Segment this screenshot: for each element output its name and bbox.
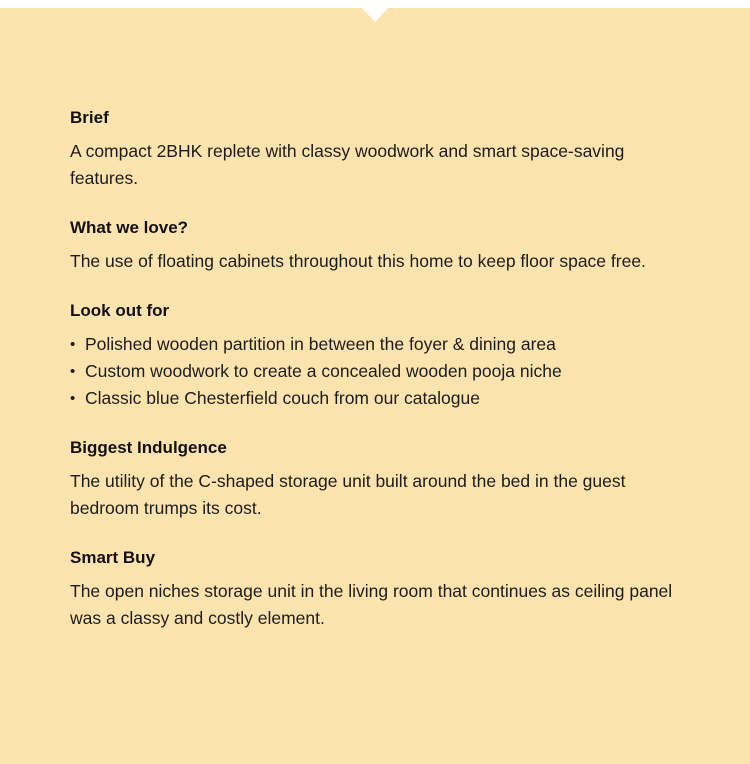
list-item: • Classic blue Chesterfield couch from our catalogue (70, 385, 690, 412)
section-text: The use of floating cabinets throughout this home to keep floor space free. (70, 251, 646, 271)
section-text: A compact 2BHK replete with classy woodwork and smart space-saving features. (70, 141, 625, 188)
section-heading: Look out for (70, 301, 170, 320)
section-text: The open niches storage unit in the living room that continues as ceiling panel was a classy and costly element. (70, 581, 673, 628)
details-card (0, 8, 750, 764)
section-biggest-indulgence (70, 437, 690, 522)
details-content (70, 107, 690, 657)
section-what-we-love (70, 217, 690, 275)
look-out-for-list (70, 331, 690, 412)
card-notch (362, 8, 388, 22)
section-heading: Brief (70, 108, 109, 127)
list-item: • Polished wooden partition in between the foyer & dining area (70, 331, 690, 358)
section-smart-buy (70, 547, 690, 632)
list-item: • Custom woodwork to create a concealed wooden pooja niche (70, 358, 690, 385)
section-look-out-for (70, 300, 690, 412)
section-heading: What we love? (70, 218, 189, 237)
section-heading: Biggest Indulgence (70, 438, 227, 457)
section-brief (70, 107, 690, 192)
section-heading: Smart Buy (70, 548, 156, 567)
section-text: The utility of the C-shaped storage unit built around the bed in the guest bedroom trumps its cost. (70, 471, 626, 518)
